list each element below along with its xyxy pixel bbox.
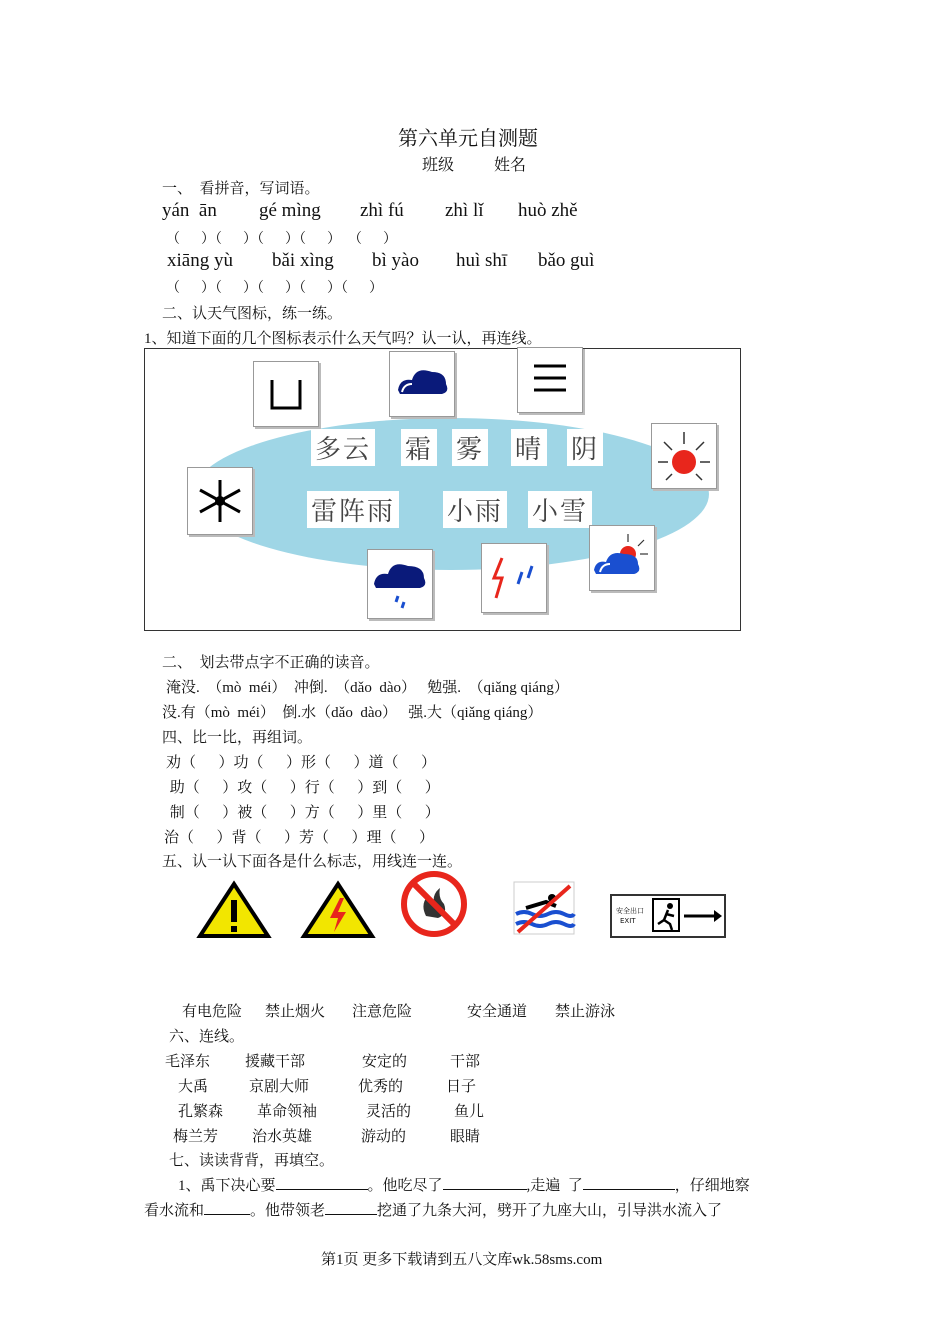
weather-label-light-rain: 小雨	[443, 491, 507, 528]
fill-line-1	[178, 1174, 750, 1195]
section-7-heading: 七、读读背背，再填空。	[169, 1153, 335, 1169]
match-col2-item: 治水英雄	[252, 1129, 313, 1145]
no-swimming-sign-icon	[512, 880, 576, 936]
answer-parens-1: （ ）（ ）（ ）（ ） （ ）	[166, 232, 397, 247]
sun-icon	[651, 423, 717, 489]
exit-sign-icon	[610, 894, 726, 938]
section-3-heading: 二、 划去带点字不正确的读音。	[162, 655, 380, 671]
sign-label-no-swimming: 禁止游泳	[555, 1004, 616, 1020]
fill-text: ，仔细地察	[674, 1178, 750, 1194]
light-rain-icon	[367, 549, 433, 619]
weather-label-overcast: 阴	[567, 429, 603, 466]
weather-label-frost: 霜	[401, 429, 437, 466]
fill-line-2	[144, 1199, 722, 1220]
fill-text: ,走遍 了	[526, 1178, 583, 1194]
match-col1-item: 大禹	[178, 1079, 209, 1095]
pinyin-9: huì shī	[456, 250, 508, 271]
pinyin-3: zhì fú	[360, 200, 404, 221]
section-4-heading: 四、比一比，再组词。	[162, 730, 313, 746]
match-col3-item: 优秀的	[358, 1079, 404, 1095]
pronunciation-line-1: 淹没. （mò méi） 冲倒. （dǎo dào） 勉强. （qiǎng qiáng）	[166, 680, 569, 696]
page-footer: 第1页 更多下载请到五八文库wk.58sms.com	[321, 1252, 603, 1268]
compare-row-2: 助（ ）攻（ ）行（ ）到（ ）	[166, 780, 440, 796]
pinyin-6: xiāng yù	[167, 250, 233, 271]
weather-label-sunny: 晴	[511, 429, 547, 466]
match-col4-item: 眼睛	[450, 1129, 481, 1145]
pinyin-2: gé mìng	[259, 200, 321, 221]
answer-parens-2: （ ）（ ）（ ）（ ）（ ）	[166, 281, 383, 296]
weather-matching-box	[144, 348, 741, 631]
thunderstorm-icon	[481, 543, 547, 613]
match-col2-item: 援藏干部	[245, 1054, 306, 1070]
weather-label-thunderstorm: 雷阵雨	[307, 491, 399, 528]
match-col1-item: 孔繁森	[178, 1104, 224, 1120]
match-col1-item: 梅兰芳	[173, 1129, 219, 1145]
section-2-heading: 二、认天气图标，练一练。	[162, 306, 343, 322]
section-1-heading: 一、 看拼音，写词语。	[162, 181, 320, 197]
compare-row-4: 治（ ）背（ ）芳（ ）理（ ）	[164, 830, 435, 846]
section-6-heading: 六、连线。	[169, 1029, 245, 1045]
fill-text: 。他带领老	[250, 1203, 326, 1219]
weather-label-cloudy: 多云	[311, 429, 375, 466]
sign-label-exit: 安全通道	[467, 1004, 528, 1020]
sign-label-caution: 注意危险	[352, 1004, 413, 1020]
match-col4-item: 干部	[450, 1054, 481, 1070]
class-label: 班级	[422, 157, 455, 174]
weather-label-fog: 雾	[452, 429, 488, 466]
pinyin-10: bǎo guì	[538, 250, 595, 271]
pronunciation-line-2: 没.有（mò méi） 倒.水（dǎo dào） 强.大（qiǎng qiáng）	[162, 705, 543, 721]
blank-4[interactable]	[204, 1200, 250, 1215]
blank-5[interactable]	[325, 1200, 377, 1215]
fill-text: 。他吃尽了	[367, 1178, 443, 1194]
fog-icon	[517, 347, 583, 413]
match-col3-item: 灵活的	[366, 1104, 412, 1120]
exit-sign-cn: 安全出口	[616, 907, 644, 915]
fill-text: 挖通了九条大河，劈开了九座大山，引导洪水流入了	[377, 1203, 723, 1219]
match-col2-item: 革命领袖	[257, 1104, 318, 1120]
page-title: 第六单元自测题	[398, 128, 538, 150]
frost-icon	[253, 361, 319, 427]
section-5-heading: 五、认一认下面各是什么标志，用线连一连。	[162, 854, 463, 870]
no-fire-sign-icon	[398, 868, 470, 940]
exit-sign-en: EXIT	[620, 917, 636, 925]
caution-sign-icon	[196, 880, 272, 940]
weather-label-light-snow: 小雪	[528, 491, 592, 528]
pinyin-1: yán ān	[162, 200, 217, 221]
fill-text: 看水流和	[144, 1203, 205, 1219]
sign-label-electric: 有电危险	[182, 1004, 243, 1020]
match-col2-item: 京剧大师	[249, 1079, 310, 1095]
pinyin-5: huò zhě	[518, 200, 578, 221]
pinyin-8: bì yào	[372, 250, 419, 271]
match-col1-item: 毛泽东	[165, 1054, 211, 1070]
match-col4-item: 鱼儿	[454, 1104, 485, 1120]
fill-text: 1、禹下决心要	[178, 1178, 276, 1194]
name-label: 姓名	[494, 157, 527, 174]
compare-row-1: 劝（ ）功（ ）形（ ）道（ ）	[166, 755, 437, 771]
sign-label-no-fire: 禁止烟火	[265, 1004, 326, 1020]
partly-cloudy-icon	[589, 525, 655, 591]
overcast-icon	[389, 351, 455, 417]
match-col3-item: 游动的	[361, 1129, 407, 1145]
pinyin-7: bǎi xìng	[272, 250, 334, 271]
blank-2[interactable]	[443, 1175, 527, 1190]
blank-3[interactable]	[583, 1175, 675, 1190]
pinyin-4: zhì lǐ	[445, 200, 484, 221]
electric-hazard-sign-icon	[300, 880, 376, 940]
match-col3-item: 安定的	[362, 1054, 408, 1070]
match-col4-item: 日子	[446, 1079, 477, 1095]
compare-row-3: 制（ ）被（ ）方（ ）里（ ）	[166, 805, 440, 821]
snow-icon	[187, 467, 253, 535]
blank-1[interactable]	[276, 1175, 368, 1190]
weather-question: 1、知道下面的几个图标表示什么天气吗？认一认，再连线。	[144, 331, 542, 347]
